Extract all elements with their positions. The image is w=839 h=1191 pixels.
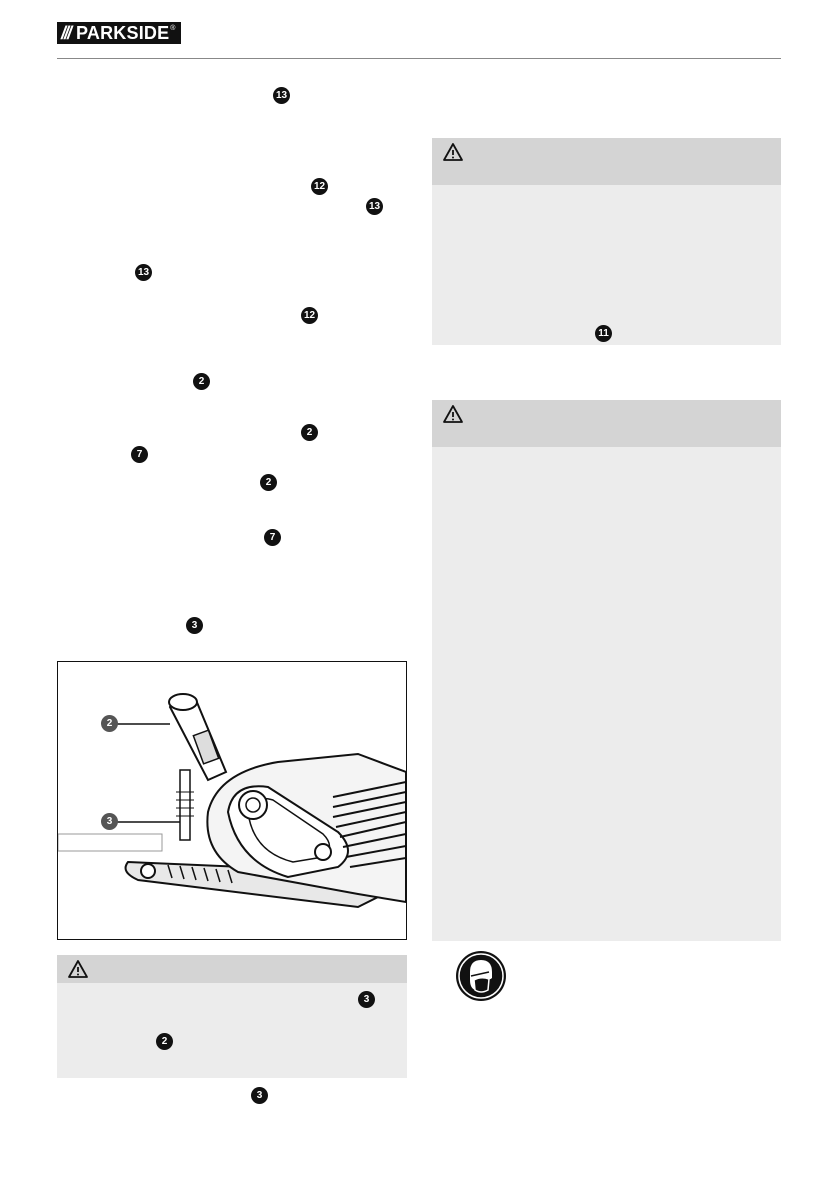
callout-3: 3 [251,1087,268,1104]
callout-12: 12 [311,178,328,195]
belt-sander-figure [57,661,407,940]
callout-2: 2 [301,424,318,441]
warning-box-header [57,955,407,983]
callout-11: 11 [595,325,612,342]
warning-box-header [432,400,781,447]
logo-slashes: /// [61,22,71,43]
parkside-logo [57,22,181,44]
dust-mask-icon [455,950,507,1002]
header-rule [57,58,781,59]
warning-box-header [432,138,781,185]
warning-triangle-icon [442,404,464,424]
warning-box-mid-right [432,400,781,941]
logo-registered-mark: ® [170,25,176,32]
figure-label-2: 2 [101,715,118,732]
callout-12: 12 [301,307,318,324]
warning-triangle-icon [67,959,89,979]
callout-7: 7 [264,529,281,546]
callout-2: 2 [193,373,210,390]
callout-7: 7 [131,446,148,463]
figure-label-3: 3 [101,813,118,830]
logo-wordmark: PARKSIDE [76,22,170,43]
callout-2: 2 [156,1033,173,1050]
warning-box-top-right [432,138,781,345]
callout-2: 2 [260,474,277,491]
callout-13: 13 [273,87,290,104]
callout-3: 3 [186,617,203,634]
belt-sander-illustration [58,662,406,939]
callout-3: 3 [358,991,375,1008]
callout-13: 13 [366,198,383,215]
warning-box-bottom-left [57,955,407,1078]
callout-13: 13 [135,264,152,281]
warning-triangle-icon [442,142,464,162]
